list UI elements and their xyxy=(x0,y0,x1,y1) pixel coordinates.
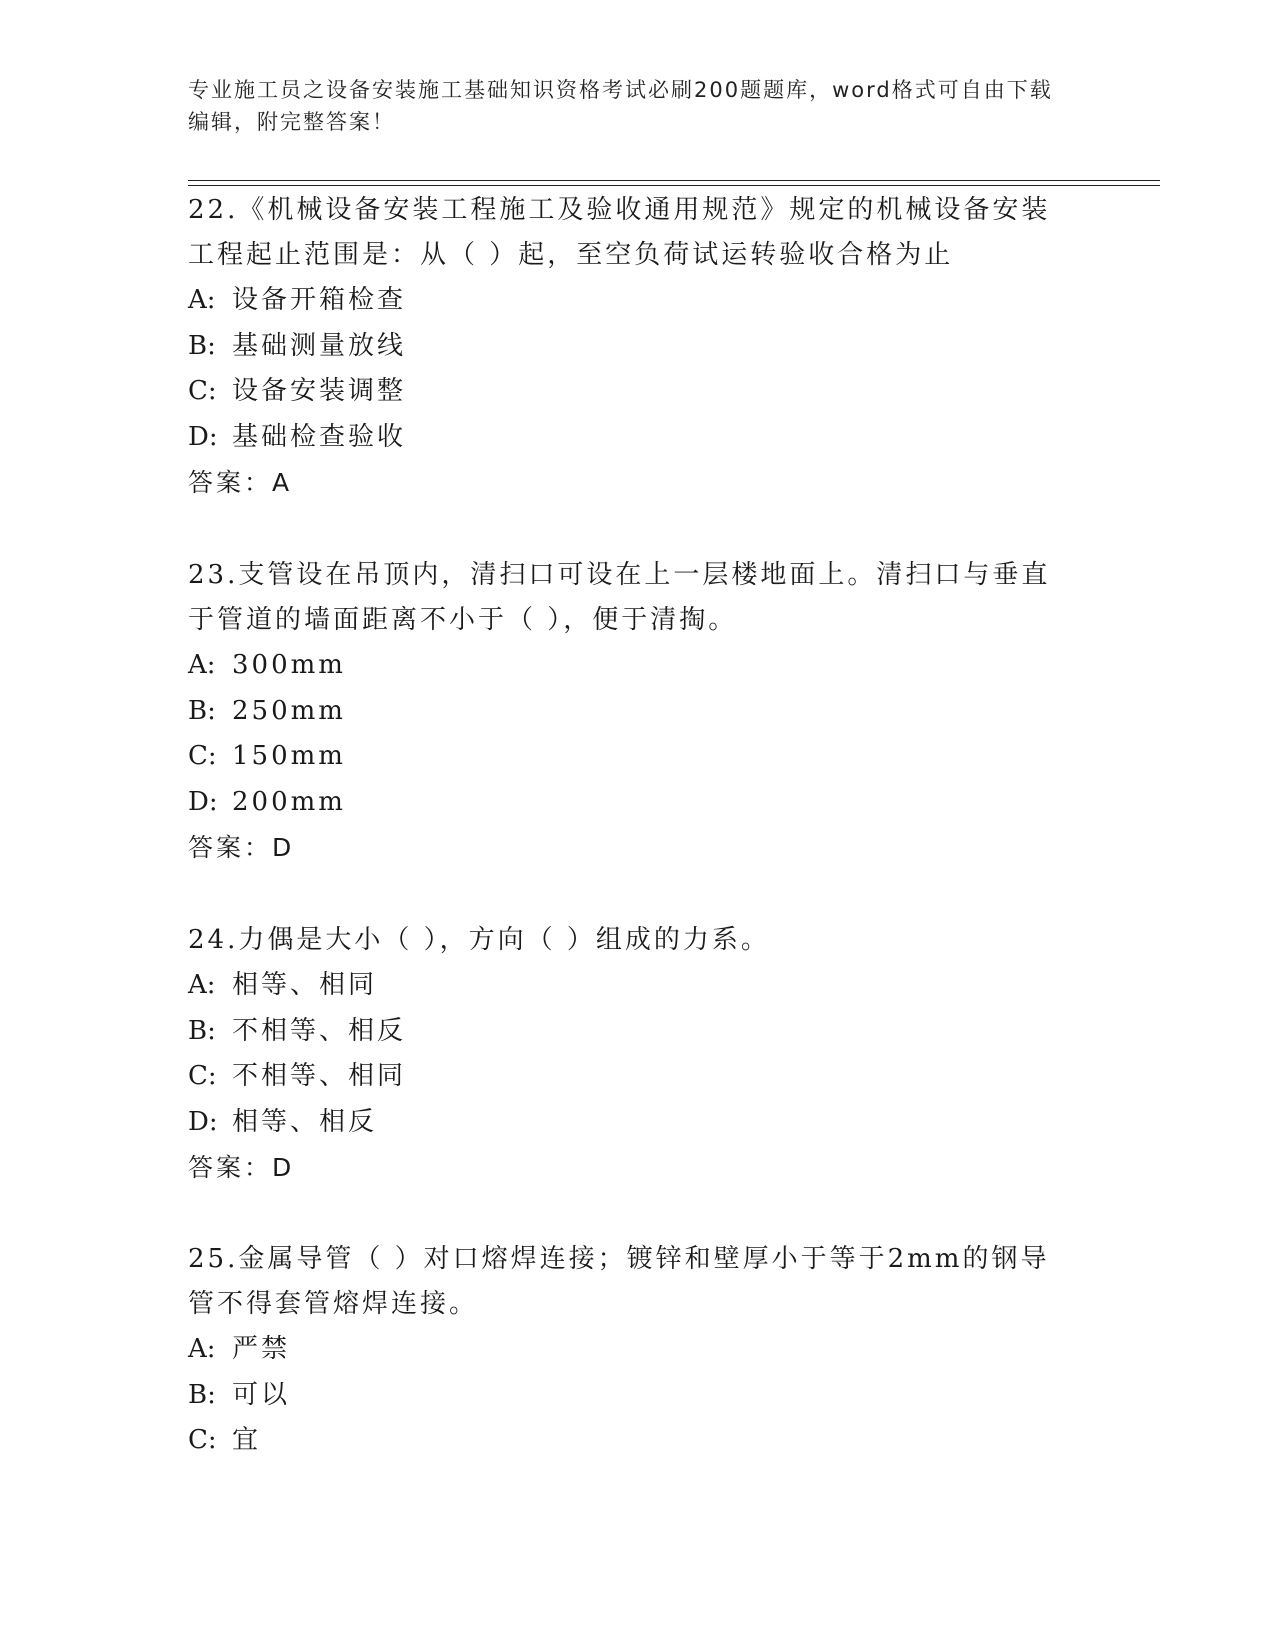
option-label: D: xyxy=(188,421,218,452)
answer: 答案：D xyxy=(188,1153,295,1182)
header-divider-top xyxy=(188,180,1160,181)
option-label: C: xyxy=(188,741,217,771)
option-label: D: xyxy=(188,786,218,817)
option-label: A: xyxy=(188,285,216,315)
option-label: B: xyxy=(188,695,216,726)
option-c xyxy=(188,1054,1078,1100)
question-24 xyxy=(188,918,1078,1191)
option-c xyxy=(188,1418,1078,1464)
option-label: B: xyxy=(188,1015,216,1046)
option-d xyxy=(188,780,1078,826)
option-a xyxy=(188,278,1078,324)
answer: 答案：A xyxy=(188,468,293,497)
option-label: B: xyxy=(188,330,216,361)
option-text: 严禁 xyxy=(232,1334,291,1364)
option-text: 250mm xyxy=(232,695,346,726)
question-stem: 22.《机械设备安装工程施工及验收通用规范》规定的机械设备安装工程起止范围是：从（ ）起，至空负荷试运转验收合格为止 xyxy=(188,195,1051,270)
option-b xyxy=(188,689,1078,735)
option-b xyxy=(188,1009,1078,1055)
option-c xyxy=(188,734,1078,780)
option-text: 基础检查验收 xyxy=(232,421,407,452)
option-text: 300mm xyxy=(232,650,346,680)
option-c xyxy=(188,369,1078,415)
option-label: A: xyxy=(188,970,216,1000)
option-label: D: xyxy=(188,1106,218,1137)
option-text: 相等、相反 xyxy=(232,1106,378,1137)
option-text: 宜 xyxy=(232,1425,262,1455)
option-text: 设备安装调整 xyxy=(232,376,407,406)
option-label: C: xyxy=(188,1061,217,1091)
question-25 xyxy=(188,1237,1078,1464)
document-header: 专业施工员之设备安装施工基础知识资格考试必刷200题题库，word格式可自由下载编辑，附完整答案！ xyxy=(188,78,1053,134)
option-a xyxy=(188,1327,1078,1373)
option-text: 基础测量放线 xyxy=(232,330,407,361)
question-22 xyxy=(188,188,1078,506)
option-text: 可以 xyxy=(232,1379,291,1410)
option-text: 200mm xyxy=(232,786,346,817)
question-stem: 25.金属导管（ ）对口熔焊连接；镀锌和壁厚小于等于2mm的钢导管不得套管熔焊连接。 xyxy=(188,1244,1050,1319)
option-a xyxy=(188,963,1078,1009)
option-label: A: xyxy=(188,1334,216,1364)
option-label: A: xyxy=(188,650,216,680)
option-label: C: xyxy=(188,1425,217,1455)
option-text: 150mm xyxy=(232,741,346,771)
option-label: C: xyxy=(188,376,217,406)
option-a xyxy=(188,643,1078,689)
option-text: 不相等、相反 xyxy=(232,1015,407,1046)
option-text: 设备开箱检查 xyxy=(232,285,407,315)
option-b xyxy=(188,1373,1078,1419)
header-divider-bottom xyxy=(188,185,1160,186)
option-text: 相等、相同 xyxy=(232,970,378,1000)
option-label: B: xyxy=(188,1379,216,1410)
option-d xyxy=(188,415,1078,461)
question-stem: 24.力偶是大小（ ），方向（ ）组成的力系。 xyxy=(188,925,770,955)
question-stem: 23.支管设在吊顶内，清扫口可设在上一层楼地面上。清扫口与垂直于管道的墙面距离不小于（ ），便于清掏。 xyxy=(188,560,1051,635)
option-b xyxy=(188,324,1078,370)
question-23 xyxy=(188,553,1078,871)
answer: 答案：D xyxy=(188,833,295,862)
option-d xyxy=(188,1100,1078,1146)
option-text: 不相等、相同 xyxy=(232,1061,407,1091)
